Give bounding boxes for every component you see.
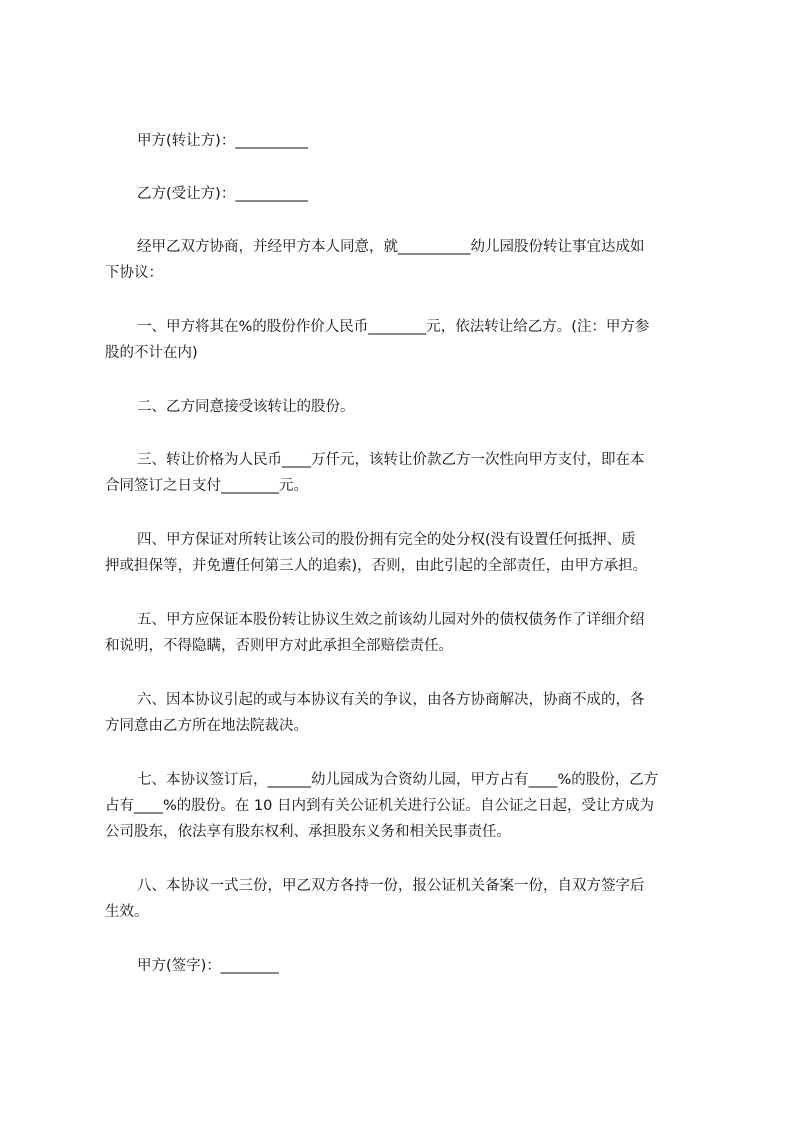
clause-7-line-3: 公司股东，依法享有股东权利、承担股东义务和相关民事责任。: [105, 824, 511, 840]
clause-5-line-1: 五、甲方应保证本股份转让协议生效之前该幼儿园对外的债权债务作了详细介绍: [137, 612, 645, 628]
clause-3: [105, 447, 705, 499]
clause-3-line-2: 合同签订之日支付________元。: [105, 478, 308, 494]
clause-5-line-2: 和说明，不得隐瞒，否则甲方对此承担全部赔偿责任。: [105, 638, 453, 654]
clause-7-line-2: 占有____%的股份。在 10 日内到有关公证机关进行公证。自公证之日起，受让方成为: [105, 798, 654, 814]
signature-party-a: 甲方(签字)：________: [137, 958, 279, 974]
clause-2-line-1: 二、乙方同意接受该转让的股份。: [137, 399, 355, 415]
clause-5: [105, 607, 705, 659]
clause-4-line-1: 四、甲方保证对所转让该公司的股份拥有完全的处分权(没有设置任何抵押、质: [137, 532, 636, 548]
clause-8: [105, 873, 705, 925]
party-a-line: 甲方(转让方)：__________: [137, 133, 308, 149]
clause-1-line-1: 一、甲方将其在%的股份作价人民币________元，依法转让给乙方。(注：甲方参: [137, 319, 650, 335]
clause-8-line-2: 生效。: [105, 904, 149, 920]
intro-paragraph: [105, 234, 705, 286]
clause-8-line-1: 八、本协议一式三份，甲乙双方各持一份，报公证机关备案一份，自双方签字后: [137, 878, 645, 894]
party-b-line: 乙方(受让方)：__________: [137, 186, 308, 202]
clause-4-line-2: 押或担保等，并免遭任何第三人的追索)，否则，由此引起的全部责任，由甲方承担。: [105, 558, 648, 574]
intro-line-2: 下协议：: [105, 265, 163, 281]
clause-1-line-2: 股的不计在内): [105, 345, 198, 361]
intro-line-1: 经甲乙双方协商，并经甲方本人同意，就__________幼儿园股份转让事宜达成如: [137, 239, 645, 255]
clause-2: [105, 394, 705, 420]
clause-4: [105, 527, 705, 579]
clause-7: [105, 767, 705, 845]
clause-6-line-1: 六、因本协议引起的或与本协议有关的争议，由各方协商解决，协商不成的，各: [137, 692, 645, 708]
clause-6-line-2: 方同意由乙方所在地法院裁决。: [105, 718, 308, 734]
clause-7-line-1: 七、本协议签订后，______幼儿园成为合资幼儿园，甲方占有____%的股份，乙方: [137, 772, 659, 788]
clause-3-line-1: 三、转让价格为人民币____万仟元，该转让价款乙方一次性向甲方支付，即在本: [137, 452, 645, 468]
clause-6: [105, 687, 705, 739]
clause-1: [105, 314, 705, 366]
